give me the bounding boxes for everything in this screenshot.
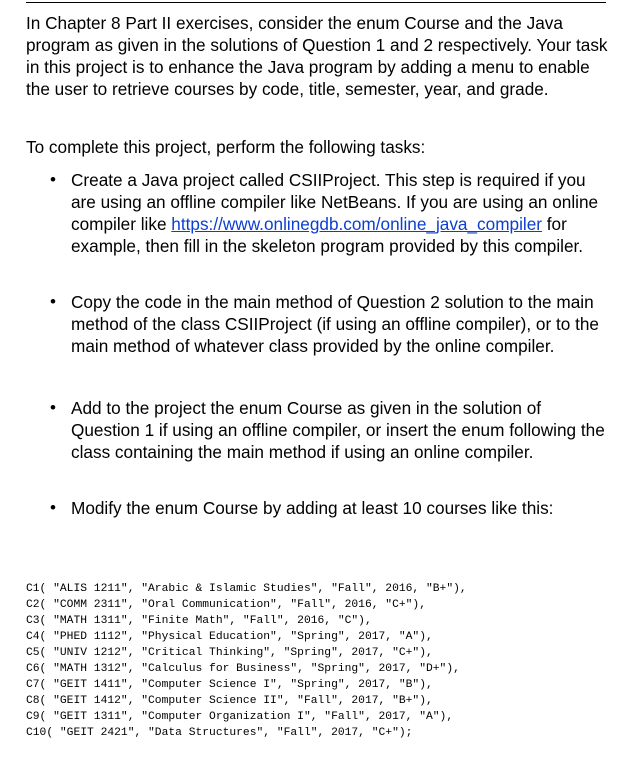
code-line: C7( "GEIT 1411", "Computer Science I", "Spring", 2017, "B"),	[26, 679, 433, 691]
code-line: C8( "GEIT 1412", "Computer Science II", "Fall", 2017, "B+"),	[26, 695, 433, 707]
task-text: Add to the project the enum Course as given in the solution of Question 1 if using an offline compiler, or insert the enum following the class containing the main method if using an online compiler.	[71, 398, 605, 462]
tasks-intro: To complete this project, perform the following tasks:	[26, 137, 426, 157]
compiler-link[interactable]: https://www.onlinegdb.com/online_java_compiler	[171, 214, 542, 234]
code-line: C5( "UNIV 1212", "Critical Thinking", "Spring", 2017, "C+"),	[26, 647, 433, 659]
task-text-before: Create a Java project called CSIIProject. This step is required if you are using an offline compiler like NetBeans. If you are using an online compiler like	[71, 170, 599, 234]
code-line: C1( "ALIS 1211", "Arabic & Islamic Studies", "Fall", 2016, "B+"),	[26, 583, 467, 595]
bullet-icon: •	[50, 498, 56, 517]
task-text-after: for example, then fill in the skeleton program provided by this compiler.	[71, 214, 584, 256]
task-text	[71, 169, 611, 257]
code-line: C4( "PHED 1112", "Physical Education", "Spring", 2017, "A"),	[26, 631, 433, 643]
intro-text: In Chapter 8 Part II exercises, consider the enum Course and the Java program as given in the solutions of Question 1 and 2 respectively. Your task in this project is to enhance the Java program by adding a menu to enable the user to retrieve courses by code, title, semester, year, and grade.	[26, 13, 608, 99]
task-text: Copy the code in the main method of Question 2 solution to the main method of the class CSIIProject (if using an offline compiler), or to the main method of whatever class provided by the online compiler.	[71, 292, 599, 356]
code-line: C10( "GEIT 2421", "Data Structures", "Fall", 2017, "C+");	[26, 727, 413, 739]
top-rule	[26, 2, 606, 3]
task-text: Modify the enum Course by adding at least 10 courses like this:	[71, 498, 554, 518]
bullet-icon: •	[50, 292, 56, 311]
code-line: C2( "COMM 2311", "Oral Communication", "Fall", 2016, "C+"),	[26, 599, 426, 611]
bullet-icon: •	[50, 170, 56, 189]
intro-paragraph	[26, 12, 616, 100]
code-line: C9( "GEIT 1311", "Computer Organization I", "Fall", 2017, "A"),	[26, 711, 454, 723]
code-block	[26, 581, 467, 741]
code-line: C3( "MATH 1311", "Finite Math", "Fall", 2016, "C"),	[26, 615, 372, 627]
code-line: C6( "MATH 1312", "Calculus for Business", "Spring", 2017, "D+"),	[26, 663, 460, 675]
bullet-icon: •	[50, 398, 56, 417]
